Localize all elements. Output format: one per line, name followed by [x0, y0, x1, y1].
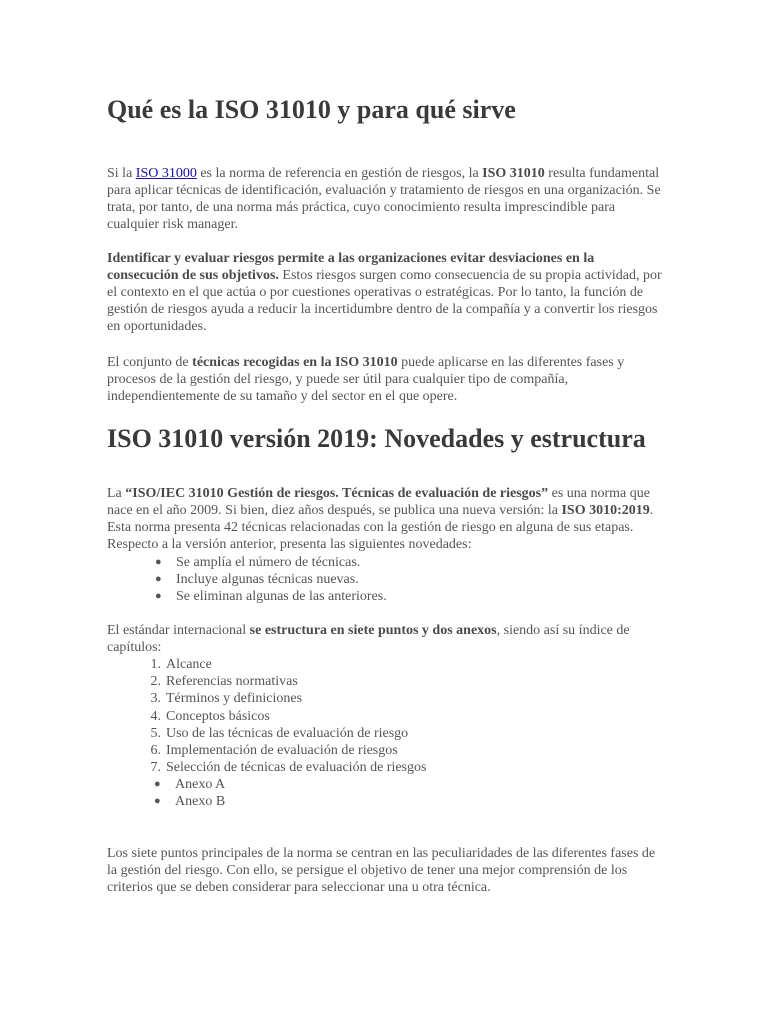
annexes-list [154, 776, 226, 810]
closing-paragraph: Los siete puntos principales de la norma se centran en las peculiaridades de las diferentes fases de la gestión del riesgo. Con ello, se persigue el objetivo de tener una mejor comprensión de los criterios que se deben considerar para seleccionar una u otra técnica. [107, 846, 656, 895]
list-item: ● Se eliminan algunas de las anteriores. [155, 589, 387, 605]
list-item: 2. Referencias normativas [150, 674, 298, 690]
techniques-paragraph: El conjunto de técnicas recogidas en la ISO 31010 puede aplicarse en las diferentes fases y procesos de la gestión del riesgo, y puede ser útil para cualquier tipo de compañía, independientemente de su tamaño y del sector en el que opere. [107, 355, 625, 404]
list-item: 5. Uso de las técnicas de evaluación de riesgo [150, 725, 409, 741]
novedades-list [155, 554, 387, 606]
list-item: 3. Términos y definiciones [150, 691, 303, 707]
intro-paragraph: Si la ISO 31000 es la norma de referencia en gestión de riesgos, la ISO 31010 resulta fundamental para aplicar técnicas de identificación, evaluación y tratamiento de riesgos en una organización. Se trata, por tanto, de una norma más práctica, cuyo conocimiento resulta imprescindible para cualquier risk manager. [107, 166, 661, 232]
bullet-icon: ● [154, 778, 161, 790]
version-paragraph: La “ISO/IEC 31010 Gestión de riesgos. Técnicas de evaluación de riesgos” es una norma que nace en el año 2009. Si bien, diez años después, se publica una nueva versión: la ISO 3010:2019. Esta norma presenta 42 técnicas relacionadas con la gestión de riesgo en alguna de sus etapas. Respecto a la versión anterior, presenta las siguientes novedades: [107, 486, 654, 552]
structure-paragraph: El estándar internacional se estructura en siete puntos y dos anexos, siendo así su índice de capítulos: [107, 623, 630, 655]
section-title-version-2019: ISO 31010 versión 2019: Novedades y estructura [107, 424, 646, 453]
bullet-icon: ● [155, 556, 162, 568]
list-item: ● Se amplía el número de técnicas. [155, 555, 361, 570]
list-item: ● Anexo B [154, 794, 226, 810]
bullet-icon: ● [155, 590, 162, 603]
list-item: 6. Implementación de evaluación de riesgos [150, 743, 398, 759]
iso-31000-link[interactable]: ISO 31000 [135, 166, 197, 181]
chapters-list [150, 656, 427, 776]
risk-paragraph: Identificar y evaluar riesgos permite a las organizaciones evitar desviaciones en la consecución de sus objetivos. Estos riesgos surgen como consecuencia de su propia actividad, por el contexto en el que actúa o por cuestiones operativas o estratégicas. Por lo tanto, la función de gestión de riesgos ayuda a reducir la incertidumbre dentro de la compañía y a convertir los riesgos en oportunidades. [107, 251, 662, 334]
bullet-icon: ● [155, 573, 162, 586]
list-item: 1. Alcance [150, 657, 212, 672]
section-title-iso31010: Qué es la ISO 31010 y para qué sirve [107, 95, 516, 124]
list-item: ● Incluye algunas técnicas nuevas. [155, 572, 359, 588]
list-item: 4. Conceptos básicos [150, 708, 270, 724]
list-item: ● Anexo A [154, 777, 226, 792]
bullet-icon: ● [154, 795, 161, 808]
list-item: 7. Selección de técnicas de evaluación de riesgos [150, 760, 427, 776]
